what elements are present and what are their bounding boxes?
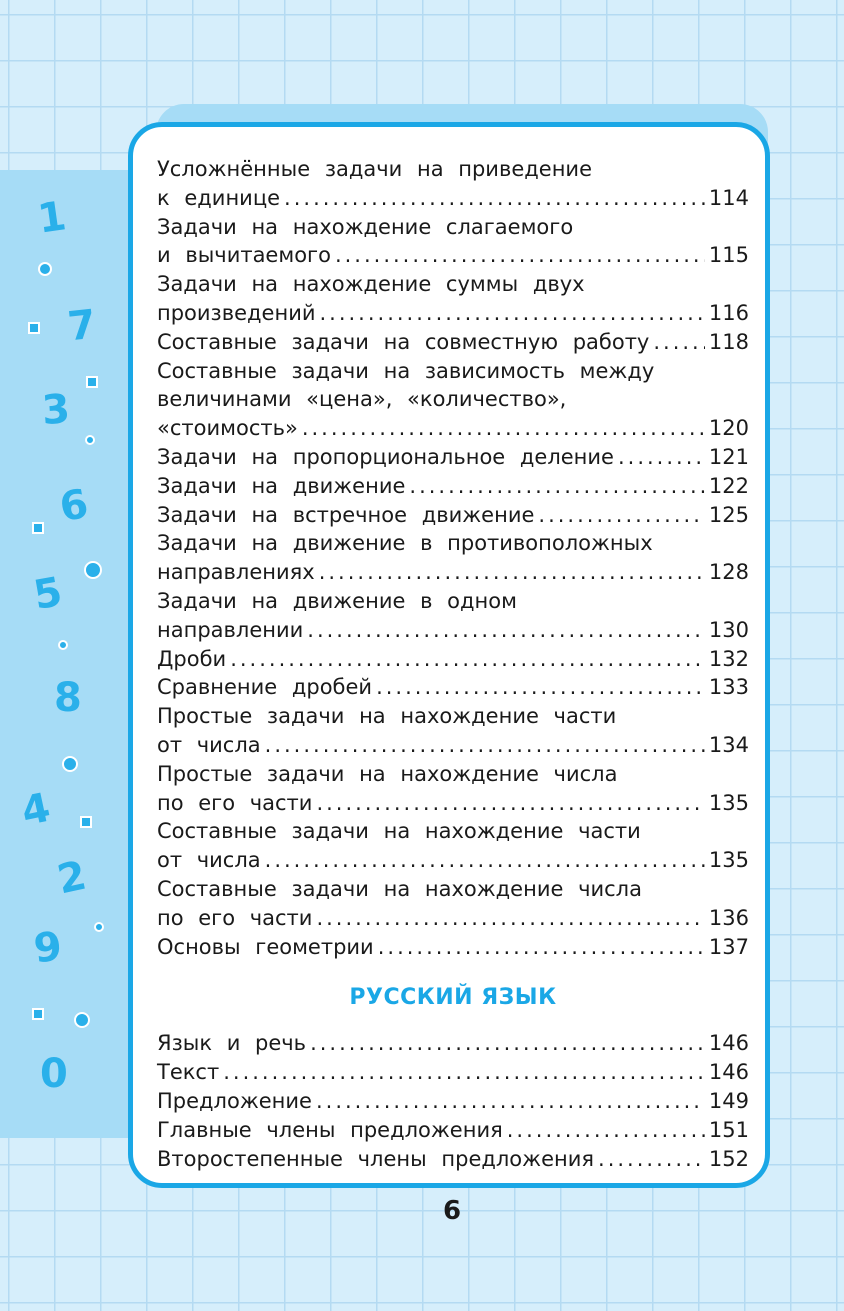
toc-page-number: 134 xyxy=(708,732,749,757)
dot-leader xyxy=(307,616,705,645)
toc-page-number: 137 xyxy=(708,934,749,959)
toc-entry xyxy=(157,299,749,328)
toc-entry xyxy=(157,587,749,616)
toc-entry-title: произведений xyxy=(157,300,316,325)
margin-digit: 3 xyxy=(40,386,72,434)
toc-entry-title: по его части xyxy=(157,790,313,815)
toc-entry xyxy=(157,645,749,674)
toc-entry xyxy=(157,789,749,818)
toc-entry xyxy=(157,1029,749,1058)
margin-digit: 0 xyxy=(40,1051,68,1097)
toc-entry-title: Текст xyxy=(157,1060,220,1085)
decor-dot xyxy=(84,561,102,579)
toc-entry-title: Задачи на нахождение суммы двух xyxy=(157,272,585,297)
toc-page-number: 120 xyxy=(708,416,749,441)
toc-entry-title: Язык и речь xyxy=(157,1031,307,1056)
toc-entry-title: направлениях xyxy=(157,560,315,585)
toc-entry-title: Усложнённые задачи на приведение xyxy=(157,157,592,181)
dot-leader xyxy=(378,933,705,962)
toc-entry xyxy=(157,443,749,472)
toc-entry-title: Составные задачи на нахождение числа xyxy=(157,876,642,901)
toc-entry xyxy=(157,904,749,933)
dot-leader xyxy=(376,673,705,702)
toc-entry-title: Составные задачи на нахождение части xyxy=(157,819,641,844)
toc-entry-title: Предложение xyxy=(157,1088,312,1113)
toc-entry xyxy=(157,1087,749,1116)
toc-entry-title: Задачи на нахождение слагаемого xyxy=(157,214,574,239)
toc-entry xyxy=(157,1145,749,1174)
decor-square xyxy=(32,522,44,534)
dot-leader xyxy=(316,1087,705,1116)
toc-page-number: 149 xyxy=(708,1088,749,1113)
toc-entry-title: Задачи на движение в противоположных xyxy=(157,531,653,556)
toc-entry xyxy=(157,558,749,587)
toc-page-number: 146 xyxy=(708,1031,749,1056)
decor-dot xyxy=(38,262,52,276)
toc-entry xyxy=(157,846,749,875)
dot-leader xyxy=(230,645,705,674)
toc-math-list xyxy=(157,155,749,961)
toc-page-number: 116 xyxy=(708,300,749,325)
toc-entry-title: Простые задачи на нахождение части xyxy=(157,704,617,729)
decor-dot xyxy=(74,1012,90,1028)
dot-leader xyxy=(507,1116,705,1145)
dot-leader xyxy=(653,328,705,357)
toc-entry xyxy=(157,385,749,414)
decor-square xyxy=(86,376,98,388)
toc-entry xyxy=(157,241,749,270)
toc-entry xyxy=(157,1116,749,1145)
toc-page-number: 132 xyxy=(708,646,749,671)
toc-entry xyxy=(157,702,749,731)
toc-page-number: 133 xyxy=(708,675,749,700)
toc-entry xyxy=(157,414,749,443)
toc-page-number: 130 xyxy=(708,617,749,642)
toc-page-number: 121 xyxy=(708,444,749,469)
toc-entry xyxy=(157,501,749,530)
toc-entry-title: Задачи на движение xyxy=(157,473,406,498)
margin-digit: 5 xyxy=(30,568,66,620)
toc-entry xyxy=(157,472,749,501)
dot-leader xyxy=(310,1029,705,1058)
dot-leader xyxy=(335,241,705,270)
toc-page-number: 122 xyxy=(708,473,749,498)
toc-entry-title: по его части xyxy=(157,905,313,930)
toc-entry-title: Составные задачи на зависимость между xyxy=(157,358,655,383)
toc-entry xyxy=(157,875,749,904)
toc-russian-list xyxy=(157,1029,749,1173)
margin-digit: 8 xyxy=(54,675,82,721)
toc-entry xyxy=(157,270,749,299)
toc-entry-title: Дроби xyxy=(157,646,227,671)
margin-digit: 6 xyxy=(56,480,92,532)
toc-entry xyxy=(157,357,749,386)
decor-dot xyxy=(58,640,68,650)
toc-page-number: 128 xyxy=(708,560,749,585)
dot-leader xyxy=(319,558,705,587)
toc-entry-title: Сравнение дробей xyxy=(157,675,373,700)
margin-digit: 9 xyxy=(31,923,65,973)
toc-entry xyxy=(157,155,749,184)
toc-page-number: 146 xyxy=(708,1060,749,1085)
dot-leader xyxy=(409,472,705,501)
toc-entry xyxy=(157,817,749,846)
toc-entry-title: «стоимость» xyxy=(157,416,298,441)
contents-card xyxy=(128,122,770,1188)
dot-leader xyxy=(316,789,704,818)
toc-entry xyxy=(157,673,749,702)
dot-leader xyxy=(284,184,705,213)
toc-entry-title: Задачи на пропорциональное деление xyxy=(157,444,614,469)
toc-entry xyxy=(157,213,749,242)
decor-dot xyxy=(85,435,95,445)
dot-leader xyxy=(538,501,705,530)
toc-entry-title: Составные задачи на совместную работу xyxy=(157,329,650,354)
toc-entry-title: Главные члены предложения xyxy=(157,1117,503,1142)
toc-page-number: 125 xyxy=(708,502,749,527)
margin-digit: 4 xyxy=(17,784,55,836)
toc-entry xyxy=(157,933,749,962)
dot-leader xyxy=(598,1145,705,1174)
section-title-russian: РУССКИЙ ЯЗЫК xyxy=(349,985,557,1011)
dot-leader xyxy=(265,731,705,760)
toc-page-number: 135 xyxy=(708,848,749,873)
decor-dot xyxy=(62,756,78,772)
toc-page-number: 135 xyxy=(708,790,749,815)
toc-page-number: 118 xyxy=(708,329,749,354)
toc-entry-title: к единице xyxy=(157,185,281,210)
decor-dot xyxy=(94,922,104,932)
toc-entry-title: и вычитаемого xyxy=(157,243,331,268)
dot-leader xyxy=(316,904,704,933)
toc-entry xyxy=(157,760,749,789)
margin-digit: 1 xyxy=(34,193,69,243)
toc-entry xyxy=(157,731,749,760)
toc-page-number: 114 xyxy=(708,185,749,210)
toc-page-number: 136 xyxy=(708,905,749,930)
toc-page-number: 115 xyxy=(708,243,749,268)
toc-entry xyxy=(157,328,749,357)
dot-leader xyxy=(618,443,705,472)
toc-entry-title: Второстепенные члены предложения xyxy=(157,1146,595,1171)
margin-digit: 7 xyxy=(65,301,99,351)
toc-entry-title: направлении xyxy=(157,617,304,642)
page-number: 6 xyxy=(442,1196,462,1226)
table-of-contents xyxy=(157,155,749,1173)
decor-square xyxy=(32,1008,44,1020)
dot-leader xyxy=(302,414,705,443)
decor-square xyxy=(28,322,40,334)
dot-leader xyxy=(265,846,705,875)
dot-leader xyxy=(319,299,704,328)
toc-entry-title: величинами «цена», «количество», xyxy=(157,387,567,412)
toc-entry-title: от числа xyxy=(157,848,261,873)
toc-entry-title: от числа xyxy=(157,732,261,757)
decorative-side-strip xyxy=(0,170,142,1138)
toc-entry xyxy=(157,529,749,558)
toc-page-number: 151 xyxy=(708,1117,749,1142)
toc-entry-title: Задачи на встречное движение xyxy=(157,502,535,527)
dot-leader xyxy=(223,1058,705,1087)
toc-entry xyxy=(157,616,749,645)
toc-entry xyxy=(157,184,749,213)
toc-entry xyxy=(157,1058,749,1087)
toc-entry-title: Простые задачи на нахождение числа xyxy=(157,761,618,786)
toc-page-number: 152 xyxy=(708,1146,749,1171)
toc-entry-title: Задачи на движение в одном xyxy=(157,588,517,613)
decor-square xyxy=(80,816,92,828)
margin-digit: 2 xyxy=(53,852,91,904)
toc-entry-title: Основы геометрии xyxy=(157,934,374,959)
